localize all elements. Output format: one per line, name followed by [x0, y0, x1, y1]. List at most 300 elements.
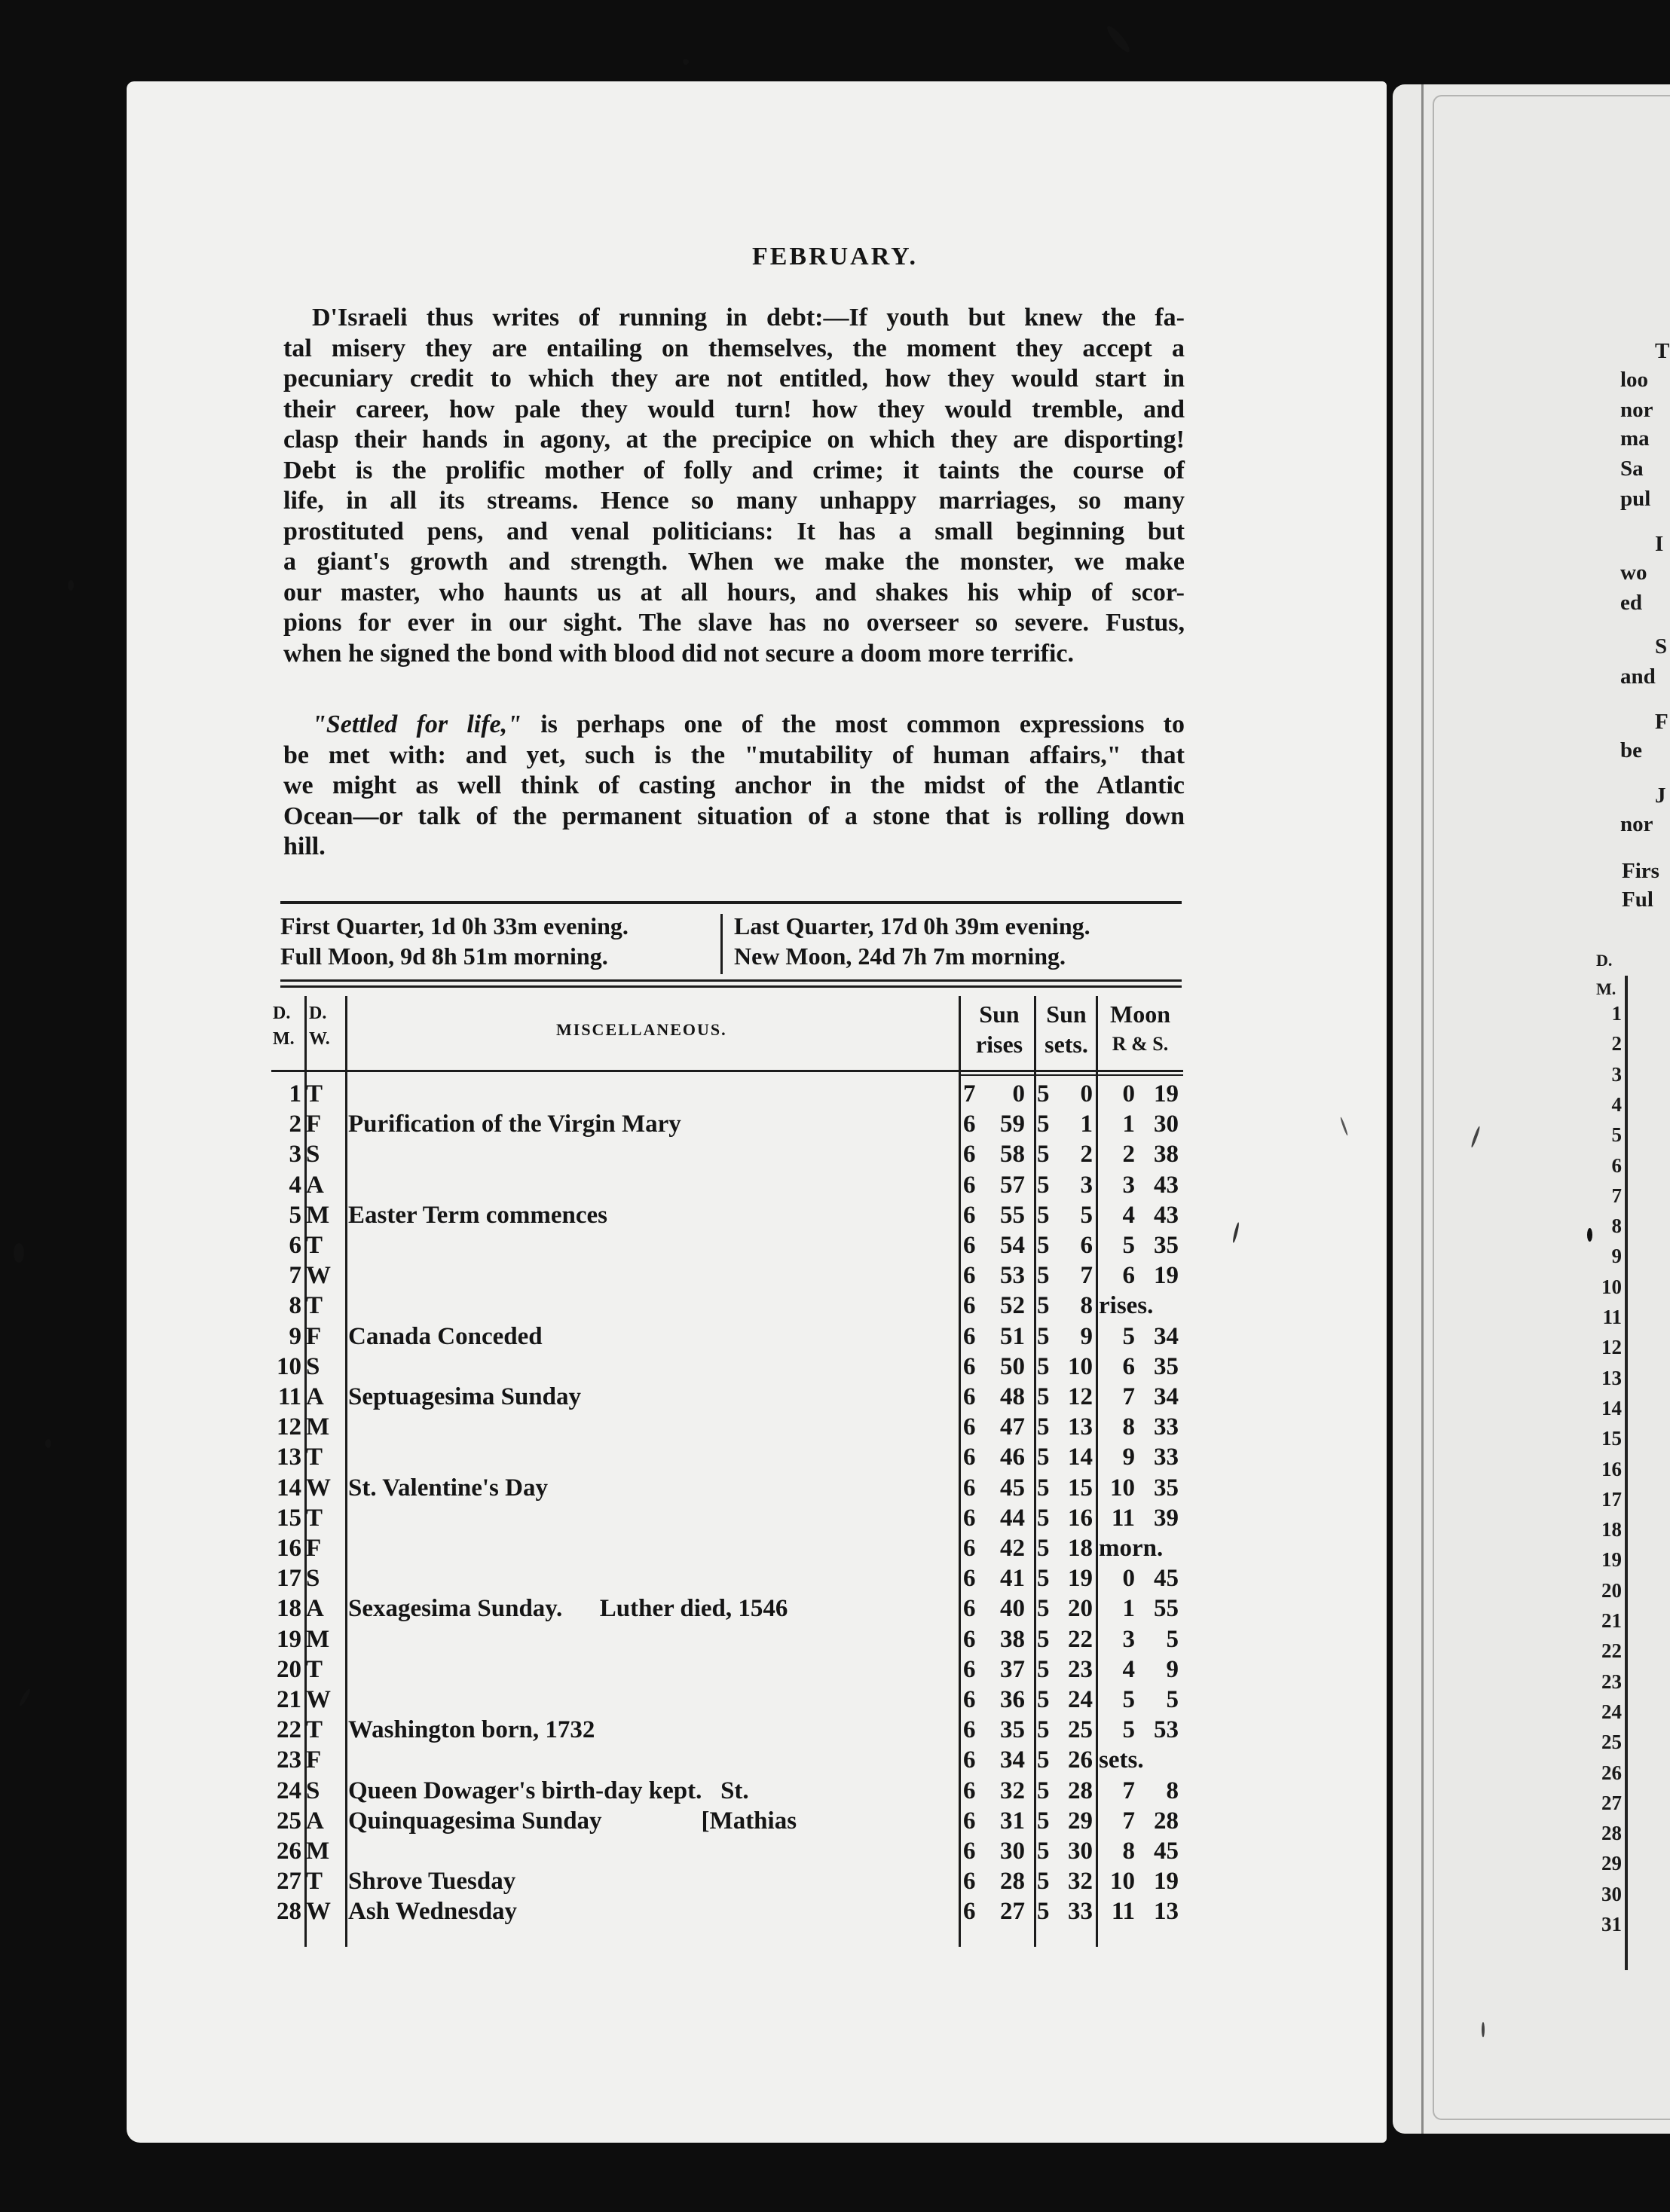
cell-sr: 6 [963, 1595, 976, 1623]
cell-dm: 25 [277, 1807, 301, 1835]
cell-srm: 44 [1000, 1504, 1025, 1532]
cell-event: Sexagesima Sunday. Luther died, 1546 [348, 1595, 788, 1623]
right-page-fragment: ma [1620, 426, 1650, 451]
cell-dm: 22 [277, 1716, 301, 1744]
cell-mh: 5 [1122, 1232, 1135, 1259]
cell-ssm: 15 [1068, 1474, 1093, 1502]
cell-dw: T [306, 1655, 323, 1683]
right-page-fragment: Sa [1620, 457, 1644, 481]
right-page-day-number: 17 [1601, 1487, 1622, 1511]
cell-ss: 5 [1037, 1807, 1050, 1835]
table-row [271, 1715, 1183, 1745]
phase-bottom-rule-1 [280, 979, 1182, 982]
cell-srm: 0 [1012, 1080, 1025, 1108]
table-row [271, 1442, 1183, 1472]
cell-sr: 6 [963, 1838, 976, 1865]
cell-dw: F [306, 1535, 322, 1562]
right-page-day-number: 30 [1601, 1882, 1622, 1905]
paragraph-line: tal misery they are entailing on themselves, the moment they accept a [283, 334, 1185, 362]
cell-ssm: 5 [1080, 1201, 1093, 1229]
paragraph-line: Debt is the prolific mother of folly and crime; it taints the course of [283, 456, 1185, 484]
cell-dw: W [306, 1898, 331, 1926]
cell-dw: T [306, 1868, 323, 1896]
right-page-fragment: nor [1620, 398, 1653, 422]
cell-ssm: 30 [1068, 1838, 1093, 1865]
cell-dw: T [306, 1716, 323, 1744]
cell-srm: 58 [1000, 1141, 1025, 1169]
cell-mh: 11 [1111, 1504, 1135, 1532]
right-page-day-number: 5 [1611, 1123, 1622, 1147]
paragraph-line: a giant's growth and strength. When we make the monster, we make [283, 548, 1185, 576]
cell-srm: 35 [1000, 1716, 1025, 1744]
cell-sr: 6 [963, 1868, 976, 1896]
table-row [271, 1200, 1183, 1230]
cell-event: St. Valentine's Day [348, 1474, 548, 1502]
cell-mm: 35 [1154, 1474, 1179, 1502]
table-row [271, 1776, 1183, 1806]
right-page-day-number: 24 [1601, 1700, 1622, 1723]
right-page-day-number: 9 [1611, 1245, 1622, 1268]
cell-mh: 7 [1122, 1777, 1135, 1804]
cell-srm: 42 [1000, 1535, 1025, 1562]
right-page-fragment: ed [1620, 591, 1642, 615]
right-page-fragment: J [1655, 784, 1666, 808]
cell-ssm: 7 [1080, 1262, 1093, 1290]
cell-srm: 40 [1000, 1595, 1025, 1623]
cell-dw: A [306, 1383, 324, 1410]
paragraph-line: prostituted pens, and venal politicians: It has a small beginning but [283, 517, 1185, 545]
right-page-fragment: D. [1596, 951, 1613, 970]
table-row [271, 1079, 1183, 1109]
cell-ss: 5 [1037, 1898, 1050, 1926]
right-page-day-number: 1 [1611, 1002, 1622, 1025]
right-page-day-number: 18 [1601, 1518, 1622, 1541]
cell-sr: 6 [963, 1504, 976, 1532]
cell-dm: 6 [289, 1232, 301, 1259]
cell-ssm: 32 [1068, 1868, 1093, 1896]
cell-sr: 6 [963, 1292, 976, 1320]
cell-dm: 2 [289, 1111, 301, 1138]
cell-ssm: 29 [1068, 1807, 1093, 1835]
cell-ss: 5 [1037, 1625, 1050, 1653]
right-page-fragment: loo [1620, 368, 1649, 392]
cell-mm: 19 [1154, 1262, 1179, 1290]
paragraph-line: when he signed the bond with blood did not secure a doom more terrific. [283, 639, 1075, 668]
cell-mm: 28 [1154, 1807, 1179, 1835]
cell-dw: T [306, 1080, 323, 1108]
cell-sr: 6 [963, 1716, 976, 1744]
table-row [271, 1352, 1183, 1382]
cell-dw: T [306, 1292, 323, 1320]
cell-ss: 5 [1037, 1838, 1050, 1865]
cell-event: Septuagesima Sunday [348, 1383, 582, 1410]
cell-srm: 53 [1000, 1262, 1025, 1290]
right-page-day-number: 2 [1611, 1032, 1622, 1056]
cell-dw: W [306, 1686, 331, 1713]
right-page-day-number: 4 [1611, 1092, 1622, 1116]
cell-dm: 5 [289, 1201, 301, 1229]
table-row [271, 1533, 1183, 1563]
table-row [271, 1593, 1183, 1624]
cell-event: Quinquagesima Sunday [Mathias [348, 1807, 797, 1835]
cell-event: Ash Wednesday [348, 1898, 518, 1926]
cell-dw: T [306, 1444, 323, 1471]
cell-mm: 8 [1166, 1777, 1179, 1804]
right-page-day-number: 6 [1611, 1153, 1622, 1177]
cell-dm: 14 [277, 1474, 301, 1502]
cell-ss: 5 [1037, 1474, 1050, 1502]
cell-dm: 28 [277, 1898, 301, 1926]
right-page-fragment: wo [1620, 561, 1647, 585]
table-row [271, 1170, 1183, 1200]
cell-srm: 28 [1000, 1868, 1025, 1896]
cell-mh: 0 [1122, 1080, 1135, 1108]
cell-mh: 6 [1122, 1262, 1135, 1290]
right-page-day-number: 11 [1602, 1306, 1622, 1328]
cell-event: Purification of the Virgin Mary [348, 1111, 681, 1138]
cell-sr: 6 [963, 1444, 976, 1471]
paragraph-line: hill. [283, 833, 326, 860]
paragraph-line: pions for ever in our sight. The slave has no overseer so severe. Fustus, [283, 609, 1185, 637]
cell-mm: 5 [1166, 1686, 1179, 1713]
cell-ss: 5 [1037, 1716, 1050, 1744]
cell-mm: 5 [1166, 1625, 1179, 1653]
cell-sr: 6 [963, 1201, 976, 1229]
cell-ssm: 0 [1080, 1080, 1093, 1108]
moon-phases-right: Last Quarter, 17d 0h 39m evening. New Moon, 24d 7h 7m morning. [734, 912, 1090, 970]
cell-ss: 5 [1037, 1292, 1050, 1320]
cell-mm: 30 [1154, 1111, 1179, 1138]
table-row [271, 1291, 1183, 1321]
right-page-day-number: 10 [1601, 1275, 1622, 1298]
cell-dm: 1 [289, 1080, 301, 1108]
cell-sr: 6 [963, 1413, 976, 1441]
cell-event: Washington born, 1732 [348, 1716, 595, 1744]
table-row [271, 1260, 1183, 1291]
cell-sr: 6 [963, 1807, 976, 1835]
paragraph-line: "Settled for life," is perhaps one of the most common expressions to [312, 710, 1185, 738]
cell-dw: F [306, 1322, 322, 1350]
cell-dm: 3 [289, 1141, 301, 1169]
cell-sr: 6 [963, 1535, 976, 1562]
cell-mh: 3 [1122, 1171, 1135, 1199]
cell-sr: 6 [963, 1474, 976, 1502]
table-row [271, 1745, 1183, 1775]
cell-mm: 43 [1154, 1201, 1179, 1229]
cell-ssm: 10 [1068, 1352, 1093, 1380]
cell-srm: 46 [1000, 1444, 1025, 1471]
cell-srm: 48 [1000, 1383, 1025, 1410]
cell-mh: 4 [1122, 1655, 1135, 1683]
paragraph-line: D'Israeli thus writes of running in debt:—If youth but knew the fa- [312, 304, 1185, 331]
cell-srm: 27 [1000, 1898, 1025, 1926]
cell-srm: 34 [1000, 1746, 1025, 1774]
cell-mh: 8 [1122, 1838, 1135, 1865]
right-page-fragment: I [1655, 532, 1664, 556]
cell-ssm: 23 [1068, 1655, 1093, 1683]
cell-mm: 13 [1154, 1898, 1179, 1926]
cell-sr: 6 [963, 1383, 976, 1410]
paragraph-line: Ocean—or talk of the permanent situation of a stone that is rolling down [283, 802, 1185, 830]
table-row [271, 1230, 1183, 1260]
right-page-day-number: 13 [1601, 1366, 1622, 1389]
cell-ssm: 9 [1080, 1322, 1093, 1350]
cell-sr: 6 [963, 1352, 976, 1380]
cell-sr: 6 [963, 1141, 976, 1169]
cell-ssm: 24 [1068, 1686, 1093, 1713]
cell-dm: 20 [277, 1655, 301, 1683]
cell-srm: 32 [1000, 1777, 1025, 1804]
phase-bottom-rule-2 [280, 985, 1182, 988]
cell-dm: 10 [277, 1352, 301, 1380]
moon-phases-left: First Quarter, 1d 0h 33m evening. Full Moon, 9d 8h 51m morning. [280, 912, 629, 970]
right-page-fragment: pul [1620, 487, 1651, 511]
cell-dm: 4 [289, 1171, 301, 1199]
cell-ss: 5 [1037, 1080, 1050, 1108]
cell-mh: 9 [1122, 1444, 1135, 1471]
cell-dw: M [306, 1413, 330, 1441]
cell-mm: 33 [1154, 1413, 1179, 1441]
table-row [271, 1109, 1183, 1139]
cell-mh: 11 [1111, 1898, 1135, 1926]
cell-dm: 12 [277, 1413, 301, 1441]
right-page-fragment: Ful [1622, 888, 1653, 912]
right-page-day-number: 14 [1601, 1396, 1622, 1419]
cell-ss: 5 [1037, 1535, 1050, 1562]
cell-dm: 26 [277, 1838, 301, 1865]
cell-dw: W [306, 1474, 331, 1502]
cell-mh: 8 [1122, 1413, 1135, 1441]
right-page-day-number: 27 [1601, 1791, 1622, 1814]
header-moon-rise-set: Moon R & S. [1110, 1001, 1170, 1055]
cell-dw: M [306, 1201, 330, 1229]
cell-srm: 54 [1000, 1232, 1025, 1259]
cell-mh: 5 [1122, 1716, 1135, 1744]
paragraph-line: pecuniary credit to which they are not entitled, how they would start in [283, 365, 1185, 393]
right-page-fragment: be [1620, 738, 1642, 762]
cell-srm: 55 [1000, 1201, 1025, 1229]
cell-mh: 6 [1122, 1352, 1135, 1380]
cell-mm: 19 [1154, 1080, 1179, 1108]
cell-mh: 1 [1122, 1111, 1135, 1138]
cell-mh: 3 [1122, 1625, 1135, 1653]
cell-srm: 52 [1000, 1292, 1025, 1320]
cell-dm: 23 [277, 1746, 301, 1774]
cell-event: Queen Dowager's birth-day kept. St. [348, 1777, 749, 1804]
cell-dw: A [306, 1171, 324, 1199]
cell-dm: 15 [277, 1504, 301, 1532]
right-page-fragment: Firs [1622, 859, 1659, 883]
right-page-day-number: 7 [1611, 1184, 1622, 1207]
right-page-fragment: T [1655, 339, 1670, 363]
cell-mm: 9 [1166, 1655, 1179, 1683]
cell-dw: F [306, 1111, 322, 1138]
cell-ssm: 3 [1080, 1171, 1093, 1199]
cell-moon-word: morn. [1099, 1535, 1164, 1562]
cell-ssm: 25 [1068, 1716, 1093, 1744]
cell-moon-word: rises. [1099, 1292, 1154, 1320]
cell-ssm: 22 [1068, 1625, 1093, 1653]
table-row [271, 1139, 1183, 1169]
cell-srm: 36 [1000, 1686, 1025, 1713]
cell-ssm: 12 [1068, 1383, 1093, 1410]
paragraph-line: their career, how pale they would turn! how they would tremble, and [283, 395, 1185, 423]
cell-sr: 6 [963, 1625, 976, 1653]
cell-ssm: 16 [1068, 1504, 1093, 1532]
cell-sr: 6 [963, 1898, 976, 1926]
page-title: FEBRUARY. [751, 243, 919, 270]
cell-mm: 45 [1154, 1838, 1179, 1865]
cell-sr: 6 [963, 1262, 976, 1290]
right-page-day-number: 29 [1601, 1852, 1622, 1875]
right-page-fragment: and [1620, 665, 1656, 689]
cell-sr: 6 [963, 1565, 976, 1593]
cell-mm: 35 [1154, 1232, 1179, 1259]
cell-ssm: 1 [1080, 1111, 1093, 1138]
settled-paragraph [283, 710, 1185, 863]
cell-dm: 19 [277, 1625, 301, 1653]
cell-ss: 5 [1037, 1262, 1050, 1290]
cell-dm: 16 [277, 1535, 301, 1562]
cell-mm: 39 [1154, 1504, 1179, 1532]
cell-dw: A [306, 1595, 324, 1623]
cell-ss: 5 [1037, 1383, 1050, 1410]
cell-mm: 55 [1154, 1595, 1179, 1623]
cell-mm: 34 [1154, 1383, 1179, 1410]
cell-sr: 6 [963, 1746, 976, 1774]
header-day-of-week: D. W. [309, 1004, 330, 1049]
moon-phases [280, 908, 1182, 974]
right-page-day-number: 16 [1601, 1457, 1622, 1480]
right-page-fragment: nor [1620, 812, 1653, 836]
cell-sr: 6 [963, 1232, 976, 1259]
cell-dm: 27 [277, 1868, 301, 1896]
cell-ssm: 8 [1080, 1292, 1093, 1320]
cell-dm: 7 [289, 1262, 301, 1290]
cell-sr: 6 [963, 1777, 976, 1804]
table-row [271, 1503, 1183, 1533]
cell-mm: 43 [1154, 1171, 1179, 1199]
cell-dm: 13 [277, 1444, 301, 1471]
cell-ssm: 6 [1080, 1232, 1093, 1259]
header-sun-rises: Sun rises [975, 1001, 1023, 1058]
cell-mh: 4 [1122, 1201, 1135, 1229]
cell-dw: S [306, 1141, 320, 1169]
paragraph-line: life, in all its streams. Hence so many unhappy marriages, so many [283, 487, 1185, 515]
cell-sr: 6 [963, 1111, 976, 1138]
cell-dm: 8 [289, 1292, 301, 1320]
right-page-day-number: 12 [1601, 1336, 1622, 1359]
cell-ssm: 20 [1068, 1595, 1093, 1623]
cell-mm: 33 [1154, 1444, 1179, 1471]
cell-srm: 45 [1000, 1474, 1025, 1502]
cell-ss: 5 [1037, 1352, 1050, 1380]
cell-ss: 5 [1037, 1777, 1050, 1804]
almanac-table [271, 996, 1183, 1947]
phase-top-rule [280, 901, 1182, 904]
cell-dw: W [306, 1262, 331, 1290]
paragraph-line: clasp their hands in agony, at the precipice on which they are disporting! [283, 426, 1185, 454]
cell-mh: 2 [1122, 1141, 1135, 1169]
cell-ssm: 33 [1068, 1898, 1093, 1926]
right-page-day-number: 28 [1601, 1822, 1622, 1845]
cell-ss: 5 [1037, 1413, 1050, 1441]
cell-mh: 7 [1122, 1383, 1135, 1410]
header-miscellaneous: MISCELLANEOUS. [556, 1020, 727, 1039]
right-page-day-number: 8 [1611, 1214, 1622, 1238]
cell-dw: F [306, 1746, 322, 1774]
cell-ss: 5 [1037, 1868, 1050, 1896]
cell-ssm: 19 [1068, 1565, 1093, 1593]
right-page-fragment: M. [1596, 979, 1616, 998]
cell-ss: 5 [1037, 1111, 1050, 1138]
cell-dm: 24 [277, 1777, 301, 1804]
cell-moon-word: sets. [1099, 1746, 1144, 1774]
table-row [271, 1866, 1183, 1896]
header-day-of-month: D. M. [273, 1004, 295, 1049]
cell-dw: M [306, 1625, 330, 1653]
cell-ss: 5 [1037, 1201, 1050, 1229]
cell-mh: 1 [1122, 1595, 1135, 1623]
cell-mm: 35 [1154, 1352, 1179, 1380]
table-row [271, 1382, 1183, 1412]
right-page-day-number: 19 [1601, 1548, 1622, 1572]
right-page-day-number: 21 [1601, 1609, 1622, 1632]
table-row [271, 1654, 1183, 1685]
table-row [271, 1321, 1183, 1352]
cell-dw: S [306, 1777, 320, 1804]
cell-ss: 5 [1037, 1565, 1050, 1593]
cell-mh: 7 [1122, 1807, 1135, 1835]
cell-dw: T [306, 1232, 323, 1259]
debt-paragraph [283, 303, 1185, 669]
table-row [271, 1563, 1183, 1593]
cell-dm: 9 [289, 1322, 301, 1350]
paragraph-line: we might as well think of casting anchor in the midst of the Atlantic [283, 771, 1185, 799]
cell-mh: 0 [1122, 1565, 1135, 1593]
cell-ssm: 18 [1068, 1535, 1093, 1562]
right-page-fragment: S [1655, 634, 1668, 658]
cell-srm: 47 [1000, 1413, 1025, 1441]
table-row [271, 1624, 1183, 1654]
right-page-day-number: 22 [1601, 1639, 1622, 1663]
table-row [271, 1412, 1183, 1442]
cell-srm: 37 [1000, 1655, 1025, 1683]
cell-ss: 5 [1037, 1322, 1050, 1350]
cell-sr: 6 [963, 1322, 976, 1350]
cell-ss: 5 [1037, 1141, 1050, 1169]
cell-ss: 5 [1037, 1444, 1050, 1471]
cell-sr: 6 [963, 1686, 976, 1713]
cell-ss: 5 [1037, 1746, 1050, 1774]
header-sun-sets: Sun sets. [1045, 1001, 1088, 1058]
cell-dm: 21 [277, 1686, 301, 1713]
cell-ss: 5 [1037, 1504, 1050, 1532]
cell-event: Shrove Tuesday [348, 1868, 516, 1896]
cell-ssm: 14 [1068, 1444, 1093, 1471]
cell-dw: T [306, 1504, 323, 1532]
cell-mm: 45 [1154, 1565, 1179, 1593]
right-page-day-number: 15 [1601, 1427, 1622, 1450]
right-page-day-number: 26 [1601, 1761, 1622, 1784]
cell-dm: 11 [277, 1383, 301, 1410]
right-page-day-number: 25 [1601, 1731, 1622, 1754]
cell-mm: 53 [1154, 1716, 1179, 1744]
cell-mh: 10 [1110, 1868, 1135, 1896]
cell-sr: 6 [963, 1171, 976, 1199]
table-row [271, 1473, 1183, 1503]
cell-mm: 19 [1154, 1868, 1179, 1896]
